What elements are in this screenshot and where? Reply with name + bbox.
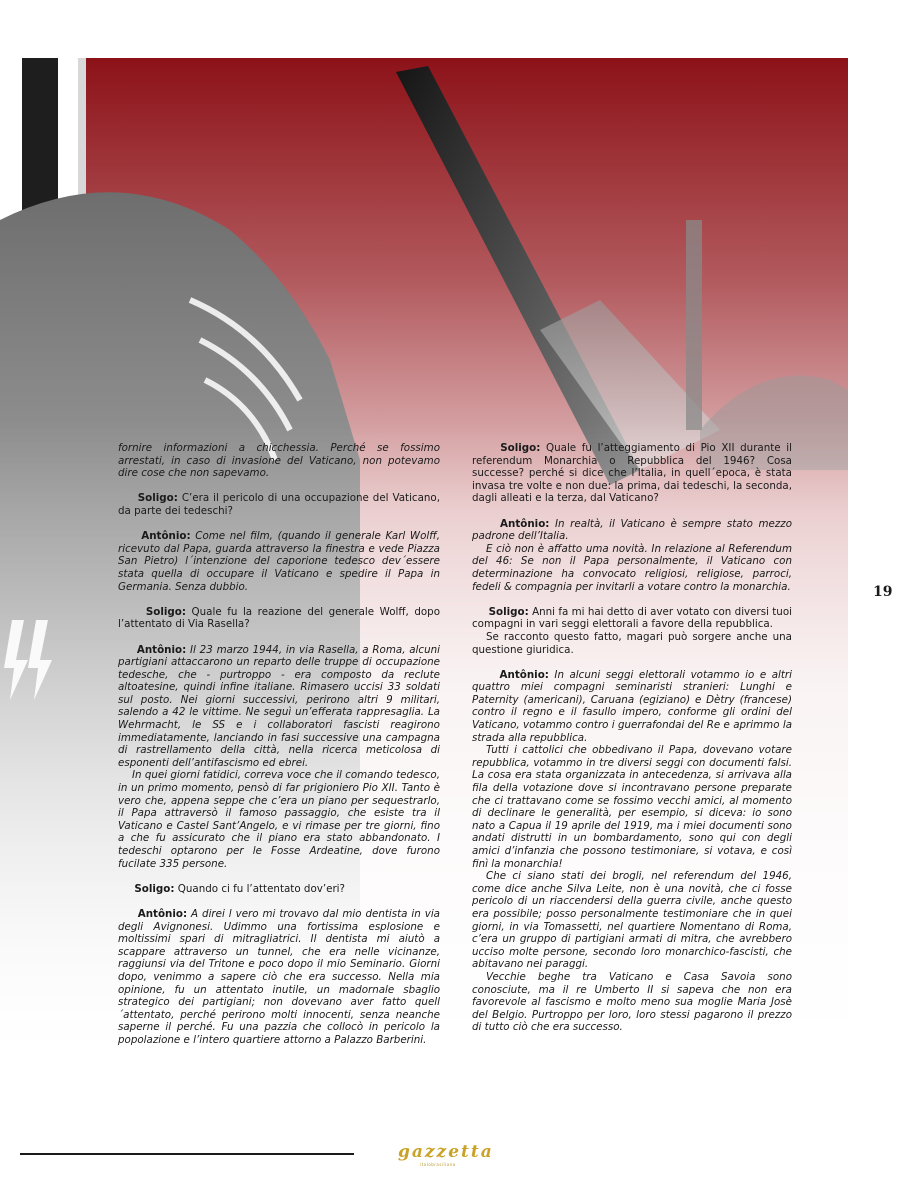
- page-number: 19: [873, 584, 893, 600]
- article-right-column: [472, 442, 792, 1034]
- question-paragraph: Soligo: Quale fu la reazione del generale Wolff, dopo l’attentato di Via Rasella?: [118, 605, 440, 631]
- question-paragraph: Soligo: Quale fu l’atteggiamento di Pio XII durante il referendum Monarchia o Repubblica del 1946? Cosa successe? perché si dice che l’Italia, in quell´epoca, è stata invasa tre volte e non due: la prima, dai tedeschi, la seconda, dagli alleati e la terza, dal Vaticano?: [472, 442, 793, 505]
- magazine-logo: gazzetta: [398, 1142, 494, 1162]
- answer-paragraph: Antônio: Come nel film, (quando il generale Karl Wolff, ricevuto dal Papa, guarda attraverso la finestra e vede Piazza San Pietro) l´intenzione del caporione tedesco dev´essere stata quella di occupare il Vaticano e spedire il Papa in Germania. Senza dubbio.: [118, 530, 440, 593]
- answer-paragraph: Vecchie beghe tra Vaticano e Casa Savoia sono conosciute, ma il re Umberto II si sapeva che non era favorevole al fascismo e molto meno sua moglie Maria Josè del Belgio. Purtroppo per loro, loro stessi pagarono il prezzo di tutto ciò che era successo.: [472, 970, 792, 1034]
- answer-paragraph: Antônio: Il 23 marzo 1944, in via Rasella, a Roma, alcuni partigiani attaccarono un reparto delle truppe di occupazione tedesche, che - purtroppo - era composto da reclute altoatesine, quindi infine italiane. Rimasero uccisi 33 soldati sul posto. Nei giorni successivi, perirono altri 9 militari, salendo a 42 le vittime. Ne seguì un’efferata rappresaglia. La Wehrmacht, le SS e i collaboratori fascisti reagirono immediatamente, lanciando in fasi successive una campagna di rastrellamento della città, nella ricerca meticolosa di esponenti dell’antifascismo ed ebrei.: [118, 643, 440, 769]
- answer-paragraph: Antônio: In alcuni seggi elettorali votammo io e altri quattro miei compagni seminaristi stranieri: Lunghi e Paternity (americani), Caruana (egiziano) e Dètry (francese) contro il regno e il fasullo impero, conforme gli ordini del Vaticano, votammo contro i guerrafondai del Re e aprimmo la strada alla repubblica.: [472, 668, 792, 744]
- footer-divider: [20, 1153, 354, 1155]
- question-paragraph: Soligo: Anni fa mi hai detto di aver votato con diversi tuoi compagni in vari seggi elettorali a favore della repubblica.: [472, 605, 792, 631]
- answer-paragraph: Antônio: A direi l vero mi trovavo dal mio dentista in via degli Avignonesi. Udimmo una fortissima esplosione e moltissimi spari di mitragliatrici. Il dentista mi aiutò a scappare attraverso un tunnel, che era nelle vicinanze, raggiunsi via del Tritone e poco dopo il mio Seminario. Giorni dopo, venimmo a sapere ciò che era successo. Nella mia opinione, fu un attentato inutile, un madornale sbaglio strategico dei partigiani; non dovevano aver fatto quell´attentato, perché perirono molti innocenti, senza neanche saperne il perché. Fu una pazzia che collocò in pericolo la popolazione e l’intero quartiere attorno a Palazzo Barberini.: [118, 907, 440, 1046]
- magazine-logo-subtitle: italobrasiliana: [420, 1162, 456, 1167]
- article-left-column: [118, 442, 440, 1047]
- answer-paragraph: E ciò non è affatto uma novità. In relazione al Referendum del 46: Se non il Papa personalmente, il Vaticano con determinazione ha convocato religiosi, religiose, parroci, fedeli & compagnia per invitarli a votare contro la monarchia.: [472, 542, 792, 593]
- speaker-label: Soligo:: [500, 442, 541, 454]
- speaker-label: Soligo:: [137, 492, 178, 505]
- question-paragraph: Soligo: Quando ci fu l’attentato dov’eri?: [134, 882, 346, 895]
- speaker-label: Soligo:: [488, 605, 529, 618]
- answer-paragraph: Antônio: In realtà, il Vaticano è sempre stato mezzo padrone dell’Italia.: [472, 517, 792, 543]
- speaker-label: Soligo:: [145, 605, 186, 618]
- speaker-label: Antônio:: [499, 668, 549, 681]
- question-paragraph: Soligo: C’era il pericolo di una occupazione del Vaticano, da parte dei tedeschi?: [118, 492, 441, 517]
- answer-paragraph: Che ci siano stati dei brogli, nel referendum del 1946, come dice anche Silva Leite, non è una novità, che ci fosse pericolo di un riaccendersi della guerra civile, anche questo era possibile; posso personalmente testimoniare che in quei giorni, in via Tomassetti, nel quartiere Nomentano di Roma, c’era un gruppo di partigiani armati di mitra, che avrebbero ucciso molte persone, secondo loro monarchico-fascisti, che abitavano nei paraggi.: [472, 870, 792, 971]
- speaker-label: Antônio:: [141, 530, 191, 543]
- speaker-label: Antônio:: [136, 643, 187, 656]
- speaker-label: Soligo:: [134, 882, 175, 895]
- speaker-label: Antônio:: [137, 907, 188, 920]
- speaker-label: Antônio:: [500, 517, 550, 530]
- question-paragraph: Se racconto questo fatto, magari può sorgere anche una questione giuridica.: [472, 630, 792, 656]
- answer-paragraph: Tutti i cattolici che obbedivano il Papa, dovevano votare repubblica, votammo in tre diversi seggi con documenti falsi. La cosa era stata organizzata in antecedenza, si arrivava alla fila della votazione dove si incontravano persone preparate che ci trattavano come se fossimo vecchi amici, al momento di declinare le generalità, per esempio, si diceva: io sono nato a Capua il 19 aprile del 1919, ma i miei documenti sono andati distrutti in un bombardamento, sono qui con degli amici d’infanzia che possono testimoniare, si votava, e così finì la monarchia!: [472, 744, 792, 870]
- paragraph: fornire informazioni a chicchessia. Perché se fossimo arrestati, in caso di invasione del Vaticano, non potevamo dire cose che non sapevamo.: [118, 442, 440, 480]
- answer-paragraph: In quei giorni fatidici, correva voce che il comando tedesco, in un primo momento, pensò di far prigioniero Pio XII. Tanto è vero che, appena seppe che c’era un piano per sequestrarlo, il Papa attraversò il famoso passaggio, che esiste tra il Vaticano e Castel Sant’Angelo, e vi rimase per tre giorni, fino a che fu assicurato che il piano era stato abbandonato. I tedeschi optarono per le Fosse Ardeatine, dove furono fucilate 335 persone.: [118, 769, 440, 870]
